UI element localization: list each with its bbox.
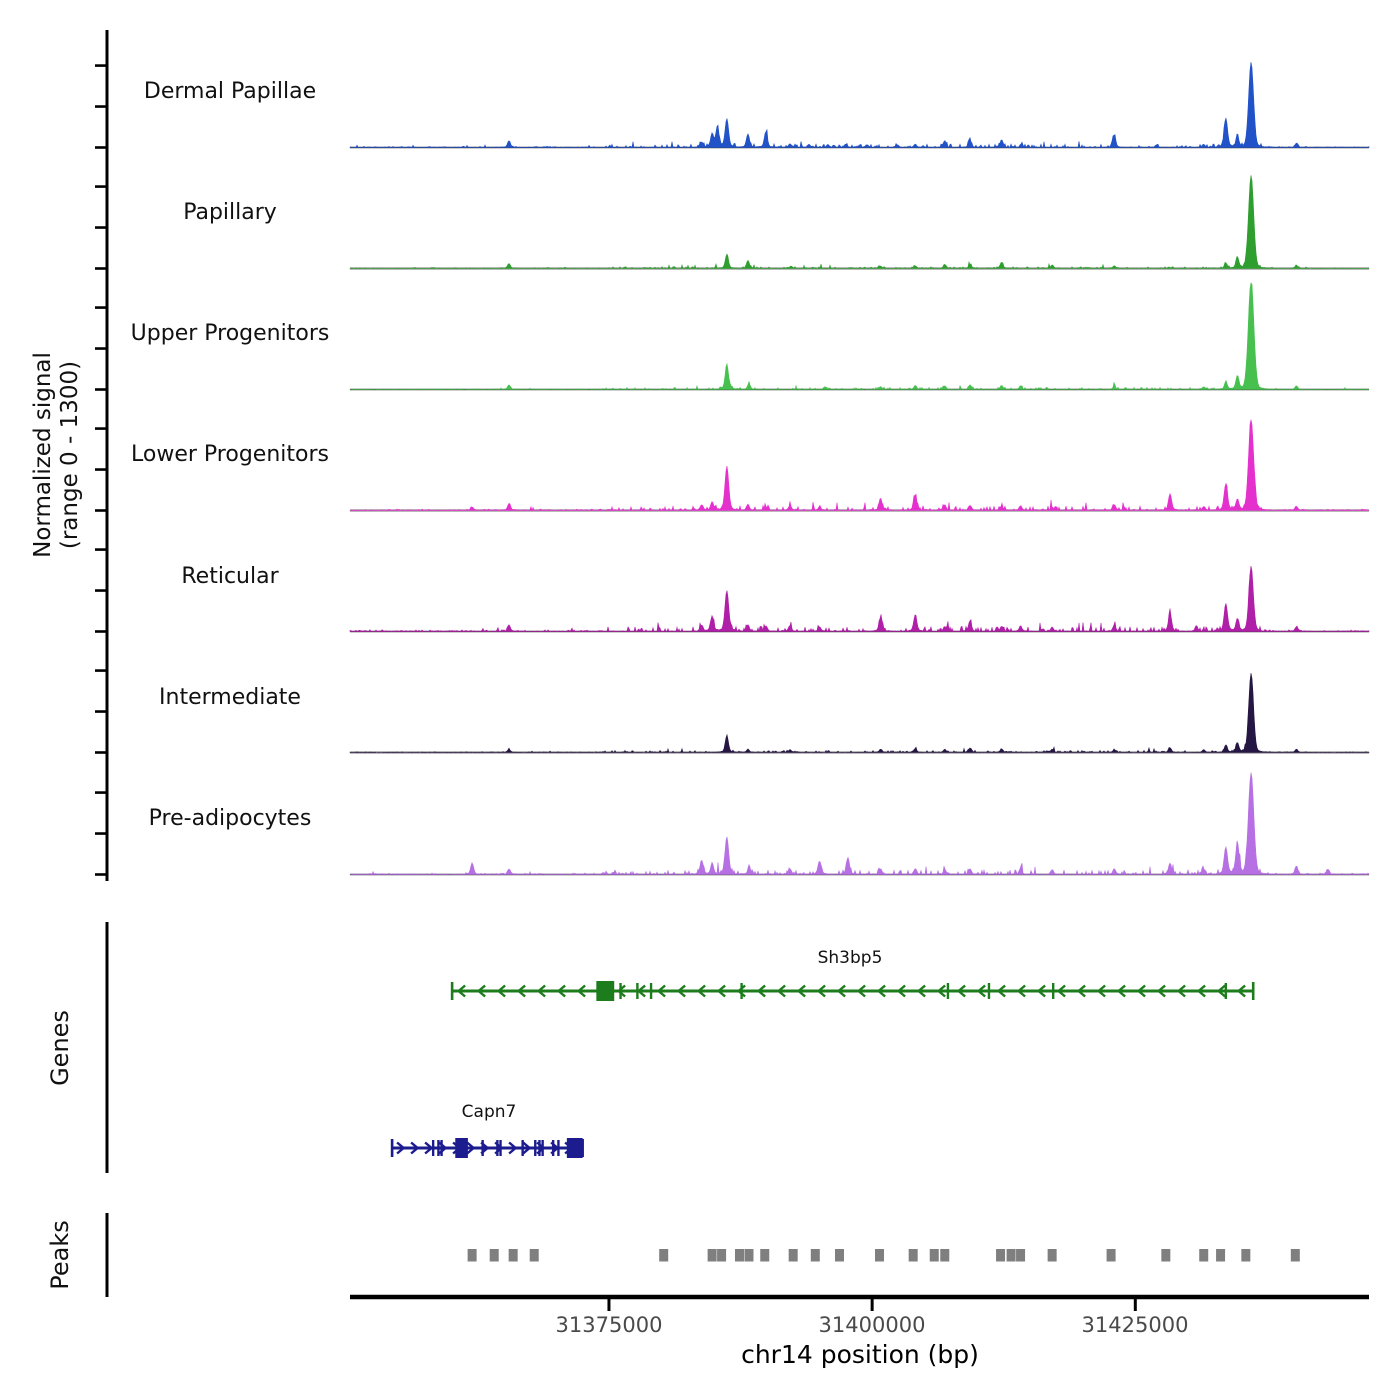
track-label-dermal-papillae: Dermal Papillae <box>143 79 317 104</box>
peak-interval <box>875 1249 884 1262</box>
signal-track-lower-progenitors <box>350 420 1369 511</box>
peak-interval <box>811 1249 820 1262</box>
peak-interval <box>509 1249 518 1262</box>
peak-interval <box>930 1249 939 1262</box>
signal-track-pre-adipocytes <box>350 773 1369 875</box>
gene-exon-box <box>567 1138 583 1158</box>
peak-interval <box>1048 1249 1057 1262</box>
peak-interval <box>1241 1249 1250 1262</box>
track-label-intermediate: Intermediate <box>159 685 301 710</box>
peak-interval <box>1016 1249 1025 1262</box>
peak-interval <box>835 1249 844 1262</box>
x-tick-31425000: 31425000 <box>1081 1313 1189 1337</box>
peak-interval <box>735 1249 744 1262</box>
peak-interval <box>744 1249 753 1262</box>
signal-track-upper-progenitors <box>350 283 1369 390</box>
peak-interval <box>708 1249 717 1262</box>
peak-interval <box>1107 1249 1116 1262</box>
x-tick-31375000: 31375000 <box>555 1313 663 1337</box>
y-axis-title-line2: (range 0 - 1300) <box>57 360 83 550</box>
y-axis-title-line1: Normalized signal <box>30 352 56 558</box>
peak-interval <box>659 1249 668 1262</box>
gene-exon-box <box>455 1138 468 1158</box>
peak-interval <box>1199 1249 1208 1262</box>
peak-interval <box>760 1249 769 1262</box>
peak-interval <box>717 1249 726 1262</box>
peak-interval <box>909 1249 918 1262</box>
track-label-papillary: Papillary <box>183 200 277 225</box>
x-tick-31400000: 31400000 <box>818 1313 926 1337</box>
signal-track-intermediate <box>350 673 1369 752</box>
peak-interval <box>996 1249 1005 1262</box>
genes-track-title: Genes <box>46 1010 74 1086</box>
gene-label-sh3bp5: Sh3bp5 <box>817 948 883 968</box>
track-label-pre-adipocytes: Pre-adipocytes <box>148 806 312 831</box>
track-label-reticular: Reticular <box>181 564 279 589</box>
x-axis-title: chr14 position (bp) <box>741 1340 979 1369</box>
gene-exon-box <box>596 981 614 1001</box>
peak-interval <box>1216 1249 1225 1262</box>
peak-interval <box>1291 1249 1300 1262</box>
peak-interval <box>530 1249 539 1262</box>
peak-interval <box>468 1249 477 1262</box>
peak-interval <box>789 1249 798 1262</box>
signal-track-dermal-papillae <box>350 62 1369 147</box>
signal-track-papillary <box>350 175 1369 268</box>
peak-interval <box>1161 1249 1170 1262</box>
y-axis-title <box>27 245 87 665</box>
peak-interval <box>490 1249 499 1262</box>
peak-interval <box>1007 1249 1016 1262</box>
peaks-track-title: Peaks <box>46 1220 74 1290</box>
peak-interval <box>940 1249 949 1262</box>
track-label-lower-progenitors: Lower Progenitors <box>131 442 329 467</box>
track-label-upper-progenitors: Upper Progenitors <box>130 321 330 346</box>
gene-label-capn7: Capn7 <box>461 1102 517 1122</box>
signal-track-reticular <box>350 566 1369 631</box>
